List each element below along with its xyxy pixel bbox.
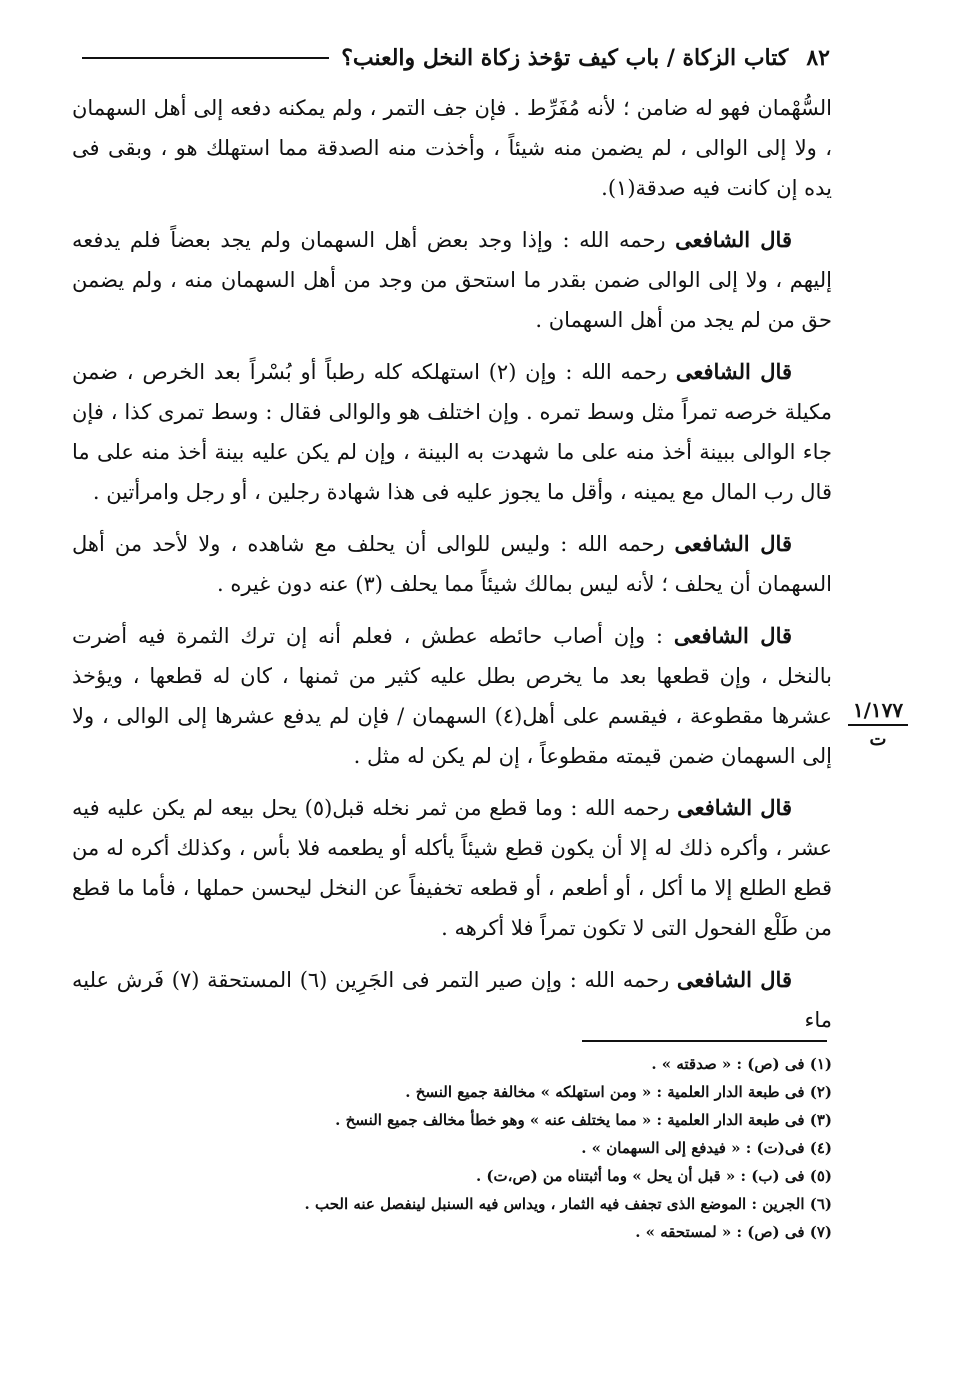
paragraph-text: رحمه الله : وإن (٢) استهلكه كله رطباً أو بُسْراً بعد الخرص ، ضمن مكيلة خرصه تمراً مثل وسط تمره . وإن اختلف هو والوالى فقال : وسط تمرى كذا ، فإن جاء الوالى ببينة أخذ منه على ما شهدت به البينة ، وإن لم يكن عليه بينة أخذ منه على ما قال رب المال مع يمينه ، وأقل ما يجوز عليه فى هذا شهادة رجلين ، أو رجل وامرأتين . bbox=[72, 360, 832, 504]
paragraph-speaker: قال الشافعى bbox=[674, 531, 792, 556]
paragraph-text: رحمه الله : وليس للوالى أن يحلف مع شاهده ، ولا لأحد من أهل السهمان أن يحلف ؛ لأنه ليس بمالك شيئاً مما يحلف (٣) عنه دون غيره . bbox=[72, 532, 832, 596]
folio-number: ١/١٧٧ bbox=[848, 698, 908, 726]
page-number: ٨٢ bbox=[806, 45, 830, 71]
paragraph-speaker: قال الشافعى bbox=[676, 967, 792, 992]
paragraph-text: : وإن أصاب حائطه عطش ، فعلم أنه إن ترك الثمرة فيه أضرت بالنخل ، وإن قطعها بعد ما يخرص بطل عليه كثير من ثمنها ، كان له قطعها ، ويؤخذ عشرها مقطوعة ، فيقسم على أهل(٤) السهمان / فإن لم يدفع عشرها إلى الوالى ، ولا إلى السهمان ضمن قيمته مقطوعاً ، إن لم يكن له مثل . bbox=[72, 624, 833, 768]
paragraph-speaker: قال الشافعى bbox=[675, 227, 792, 252]
main-text bbox=[72, 88, 832, 1052]
paragraph-text: رحمه الله : وإذا وجد بعض أهل السهمان ولم يجد بعضاً فلم يدفعه إليهم ، ولا إلى الوالى ضمن بقدر ما استحق من وجد من أهل السهمان منه ، ولم يضمن حق من لم يجد من أهل السهمان . bbox=[72, 228, 832, 332]
footnote: (٣) فى طبعة الدار العلمية : « مما يختلف عنه » وهو خطأ مخالف جميع النسخ . bbox=[335, 1111, 832, 1129]
paragraph-speaker: قال الشافعى bbox=[677, 795, 792, 820]
footnote: (٥) فى (ب) : « قبل أن يحل » وما أثبتناه من (ص،ت) . bbox=[475, 1167, 832, 1185]
footnote: (٢) فى طبعة الدار العلمية : « ومن استهلكه » مخالفة جميع النسخ . bbox=[405, 1083, 832, 1101]
paragraph-speaker: قال الشافعى bbox=[675, 359, 792, 384]
manuscript-folio-marker bbox=[848, 698, 908, 752]
paragraph bbox=[72, 788, 832, 948]
footnote: (٧) فى (ص) : « لمستحقه » . bbox=[635, 1223, 832, 1241]
running-title: كتاب الزكاة / باب كيف تؤخذ زكاة النخل والعنب؟ bbox=[341, 45, 789, 71]
paragraph bbox=[72, 616, 832, 776]
page-header bbox=[70, 38, 830, 78]
paragraph-text: رحمه الله : وما قطع من ثمر نخله قبل(٥) يحل بيعه لم يكن عليه فيه عشر ، وأكره ذلك له إلا أن يكون قطع شيئاً يأكله أو يطعمه فلا بأس ، وكذلك أكره له من قطع الطلع إلا ما أكل ، أو أطعم ، أو قطعه تخفيفاً عن النخل ليحسن حملها ، فأما ما قطع من طَلْع الفحول التى لا تكون تمراً فلا أكرهه . bbox=[72, 796, 832, 940]
paragraph bbox=[72, 88, 832, 208]
paragraph-speaker: قال الشافعى bbox=[673, 623, 793, 648]
header-rule bbox=[82, 57, 329, 59]
paragraph bbox=[72, 352, 832, 512]
footnote-separator bbox=[582, 1040, 827, 1042]
manuscript-siglum: ت bbox=[869, 729, 887, 750]
paragraph bbox=[72, 220, 832, 340]
paragraph-text: السُّهْمان فهو له ضامن ؛ لأنه مُفَرِّط . فإن جف التمر ، ولم يمكنه دفعه إلى أهل السهمان ، ولا إلى الوالى ، لم يضمن منه شيئاً ، وأخذت منه الصدقة مما استهلك هو ، وبقى فى يده إن كانت فيه صدقة(١). bbox=[72, 96, 832, 200]
paragraph bbox=[72, 524, 832, 604]
footnote: (٦) الجرين : الموضع الذى تجفف فيه الثمار ، ويداس فيه السنبل لينفصل عنه الحب . bbox=[304, 1195, 832, 1213]
footnote: (١) فى (ص) : « صدقته » . bbox=[651, 1055, 832, 1073]
footnote: (٤) فى(ت) : « فيدفع إلى السهمان » . bbox=[581, 1139, 832, 1157]
paragraph bbox=[72, 960, 832, 1040]
footnotes bbox=[72, 1050, 832, 1246]
paragraph-text: رحمه الله : وإن صير التمر فى الجَرِين (٦) المستحقة (٧) فَرش عليه ماء bbox=[72, 968, 832, 1032]
